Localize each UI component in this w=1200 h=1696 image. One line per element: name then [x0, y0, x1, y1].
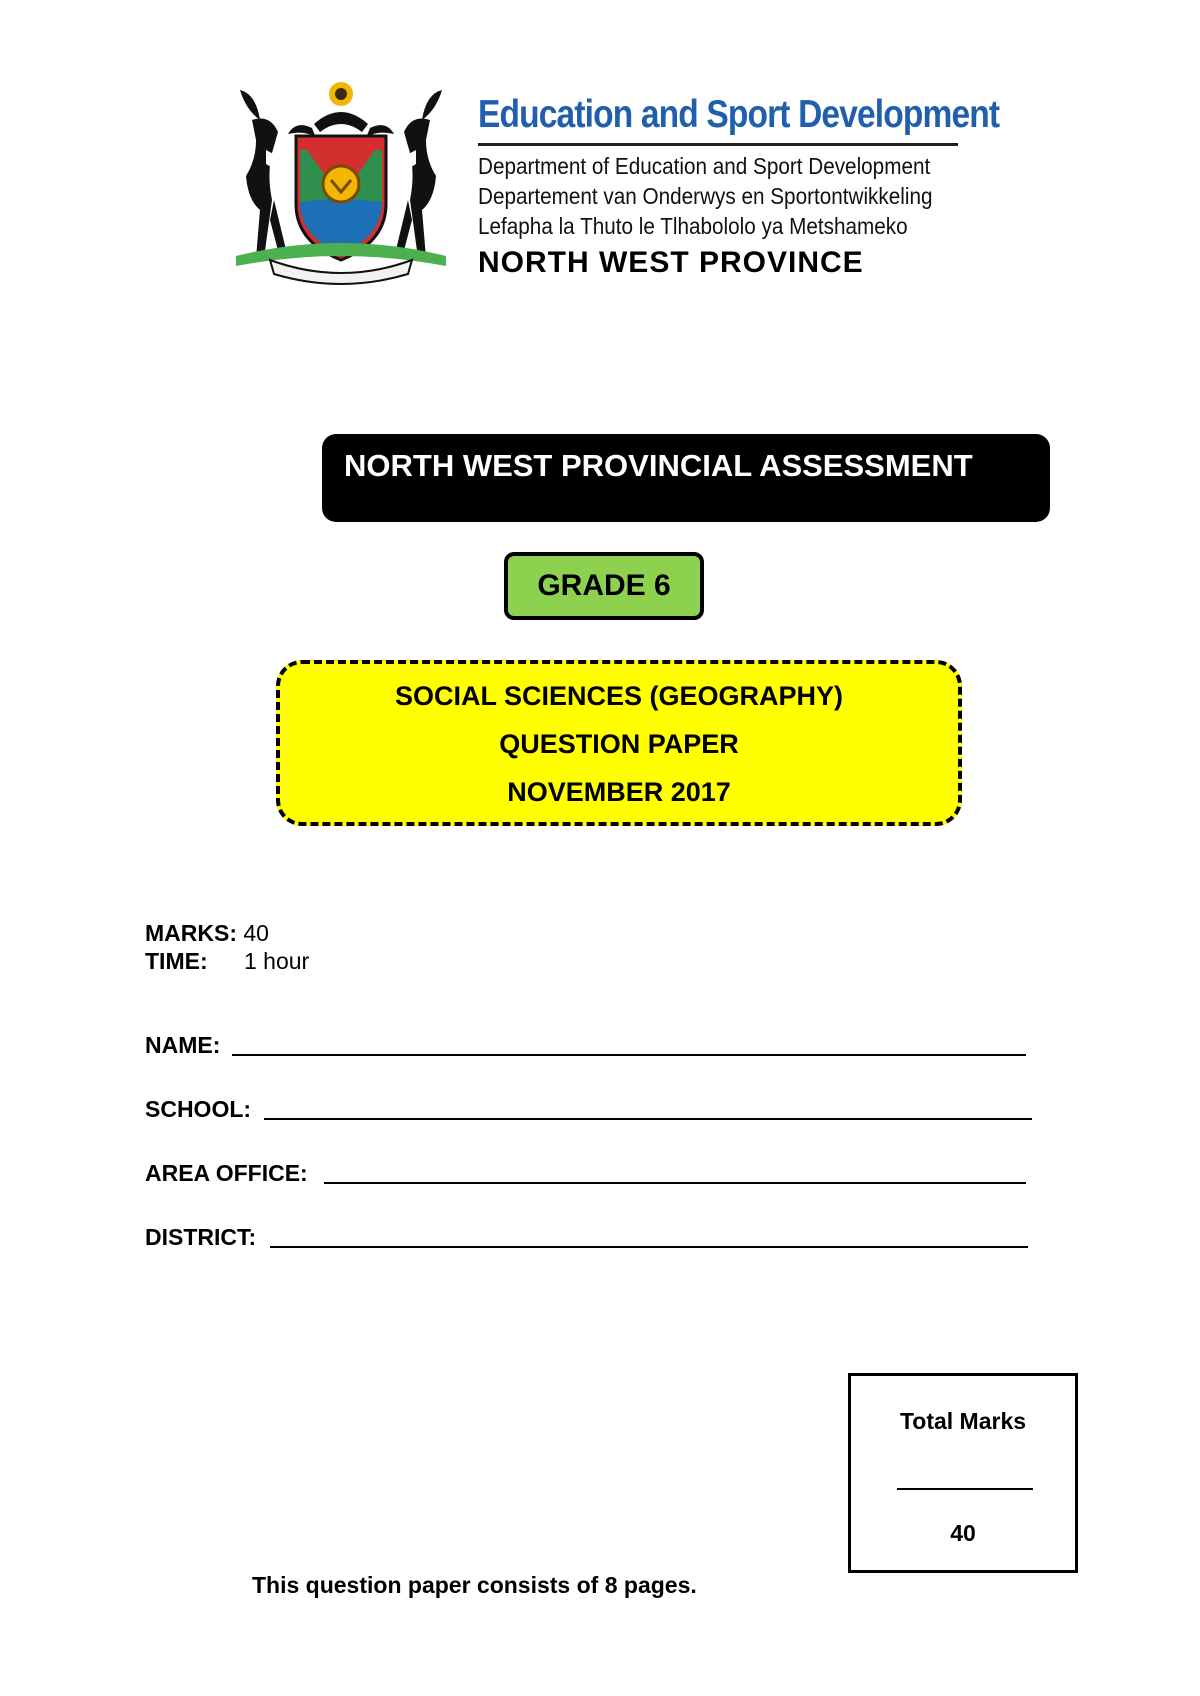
sunflower-crest	[288, 82, 394, 138]
page-count-note: This question paper consists of 8 pages.	[252, 1572, 697, 1598]
subject-box	[276, 660, 962, 826]
total-marks-score-line[interactable]	[897, 1488, 1033, 1490]
paper-type: QUESTION PAPER	[499, 729, 739, 759]
name-label: NAME:	[145, 1032, 221, 1058]
exam-date: NOVEMBER 2017	[507, 777, 731, 807]
district-label: DISTRICT:	[145, 1224, 257, 1250]
total-marks-value: 40	[950, 1520, 976, 1546]
total-marks-box	[848, 1373, 1078, 1573]
area-office-label: AREA OFFICE:	[145, 1160, 308, 1186]
school-label: SCHOOL:	[145, 1096, 252, 1122]
marks-value: 40	[243, 920, 269, 946]
department-name-afrikaans: Departement van Onderwys en Sportontwikkeling	[478, 183, 933, 209]
marks-info	[145, 920, 269, 947]
name-field[interactable]	[232, 1054, 1026, 1056]
grass-base	[236, 243, 446, 266]
time-label: TIME:	[145, 948, 208, 974]
motto-ribbon	[270, 260, 412, 284]
subject-name: SOCIAL SCIENCES (GEOGRAPHY)	[394, 681, 844, 711]
antelope-right	[382, 90, 442, 258]
antelope-left	[240, 90, 300, 258]
department-name-english: Department of Education and Sport Development	[478, 153, 931, 179]
area-office-field[interactable]	[324, 1182, 1026, 1184]
school-field[interactable]	[264, 1118, 1032, 1120]
header-divider	[478, 143, 958, 146]
grade-badge: GRADE 6	[504, 552, 704, 620]
district-field[interactable]	[270, 1246, 1028, 1248]
assessment-banner	[322, 434, 1050, 522]
time-info	[145, 948, 309, 975]
department-name-setswana: Lefapha la Thuto le Tlhabololo ya Metshameko	[478, 213, 908, 239]
time-value: 1 hour	[244, 948, 310, 974]
province-name: NORTH WEST PROVINCE	[478, 246, 864, 279]
department-title: Education and Sport Development	[478, 93, 1000, 136]
total-marks-label: Total Marks	[899, 1408, 1027, 1434]
marks-label: MARKS:	[145, 920, 237, 946]
coat-of-arms-logo	[226, 80, 456, 290]
assessment-banner-text: NORTH WEST PROVINCIAL ASSESSMENT	[344, 448, 973, 483]
shield	[296, 136, 386, 260]
